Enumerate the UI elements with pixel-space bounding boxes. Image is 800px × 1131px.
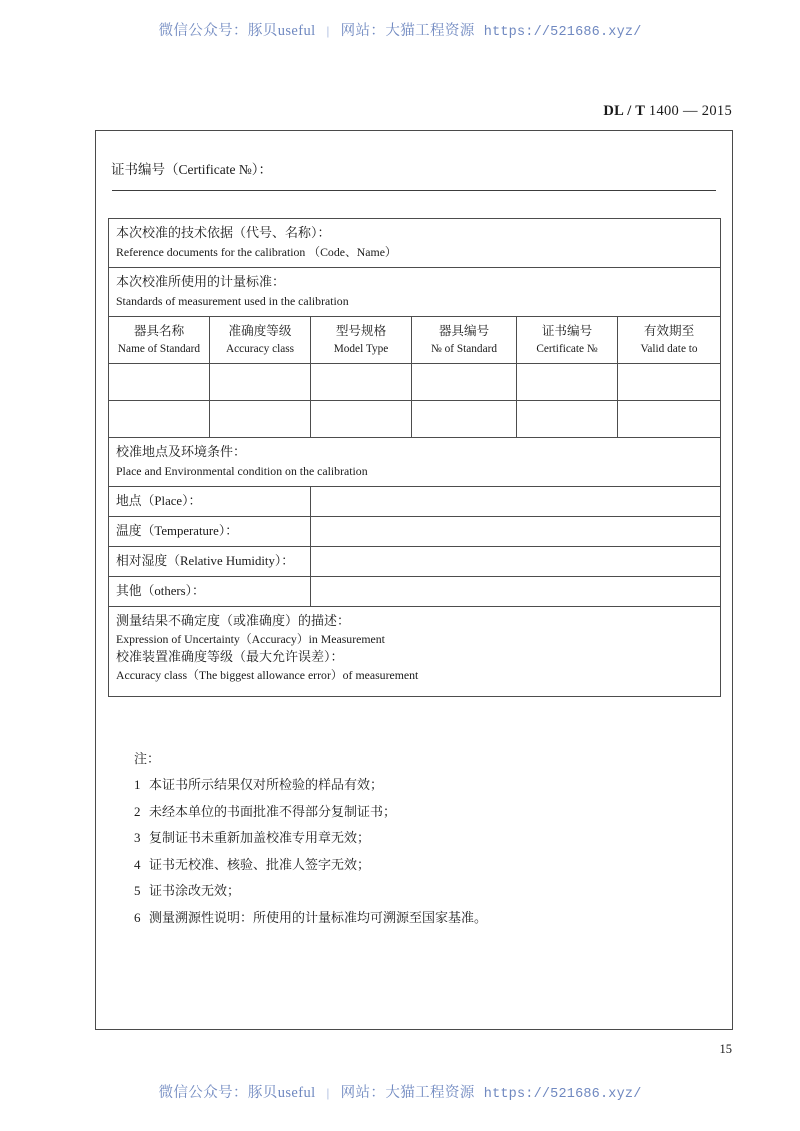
column-header-name-of-standard-cn: 器具名称 xyxy=(133,324,185,339)
notes-section xyxy=(134,752,694,937)
cell-name-of-standard[interactable] xyxy=(109,400,210,437)
certificate-number-rule xyxy=(112,190,716,191)
note-text: 证书无校准、核验、批准人签字无效； xyxy=(149,856,371,872)
environment-row-others xyxy=(109,576,721,606)
table-row[interactable] xyxy=(109,400,721,437)
watermark-site-label: 网站：大猫工程资源 xyxy=(340,23,475,39)
note-text: 复制证书未重新加盖校准专用章无效； xyxy=(149,830,371,845)
reference-documents-row xyxy=(109,219,721,268)
label-place: 地点（Place）： xyxy=(109,486,311,516)
column-header-name-of-standard-en: Name of Standard xyxy=(117,343,201,356)
watermark-top xyxy=(0,19,800,40)
reference-documents-cn: 本次校准的技术依据（代号、名称）： xyxy=(116,225,331,240)
environment-header-cell xyxy=(109,437,721,486)
value-temperature[interactable] xyxy=(311,516,721,546)
value-relative-humidity[interactable] xyxy=(311,546,721,576)
standards-table-header-row xyxy=(109,316,721,363)
standards-used-cn: 本次校准所使用的计量标准： xyxy=(116,273,286,289)
uncertainty-line-1: 测量结果不确定度（或准确度）的描述： xyxy=(116,612,351,628)
column-header-number-of-standard xyxy=(412,316,517,363)
column-header-accuracy-class xyxy=(210,316,311,363)
column-header-model-type xyxy=(311,316,412,363)
list-item xyxy=(134,911,694,924)
uncertainty-line-2: Expression of Uncertainty（Accuracy）in Measurement xyxy=(116,631,385,646)
column-header-name-of-standard xyxy=(109,316,210,363)
cell-model-type[interactable] xyxy=(311,363,412,400)
note-text: 未经本单位的书面批准不得部分复制证书； xyxy=(149,803,397,819)
environment-row-temperature xyxy=(109,516,721,546)
column-header-valid-date-to xyxy=(618,316,721,363)
label-others: 其他（others）： xyxy=(109,576,311,606)
note-text: 测量溯源性说明：所使用的计量标准均可溯源至国家基准。 xyxy=(149,909,488,925)
cell-accuracy-class[interactable] xyxy=(210,400,311,437)
environment-header-cn: 校准地点及环境条件： xyxy=(116,443,247,459)
standard-number: 1400 xyxy=(648,103,680,119)
environment-header-row xyxy=(109,437,721,486)
watermark-separator: | xyxy=(326,23,330,38)
column-header-accuracy-class-en: Accuracy class xyxy=(225,343,295,356)
list-item xyxy=(134,805,694,818)
column-header-model-type-en: Model Type xyxy=(333,343,389,356)
column-header-number-of-standard-en: № of Standard xyxy=(431,343,497,356)
standard-prefix: DL / T xyxy=(603,103,645,119)
column-header-certificate-number xyxy=(517,316,618,363)
page-number: 15 xyxy=(719,1042,732,1056)
note-number: 2 xyxy=(134,803,141,819)
uncertainty-line-3: 校准装置准确度等级（最大允许误差）： xyxy=(116,648,344,664)
value-others[interactable] xyxy=(311,576,721,606)
table-row[interactable] xyxy=(109,363,721,400)
reference-documents-cell xyxy=(109,219,721,268)
watermark-wechat-label: 微信公众号：豚贝useful xyxy=(158,1085,316,1101)
cell-model-type[interactable] xyxy=(311,400,412,437)
list-item xyxy=(134,778,694,791)
note-number: 3 xyxy=(134,830,141,845)
note-number: 5 xyxy=(134,883,141,898)
uncertainty-line-4: Accuracy class（The biggest allowance error）of measurement xyxy=(116,667,419,682)
list-item xyxy=(134,884,694,897)
standard-dash: — xyxy=(683,103,698,119)
uncertainty-cell xyxy=(109,606,721,696)
note-text: 本证书所示结果仅对所检验的样品有效； xyxy=(149,777,384,792)
environment-header-en: Place and Environmental condition on the calibration xyxy=(116,463,368,478)
watermark-url: https://521686.xyz/ xyxy=(483,1087,642,1102)
watermark-url: https://521686.xyz/ xyxy=(483,25,642,40)
reference-documents-en: Reference documents for the calibration （Code、Name） xyxy=(116,244,397,259)
certificate-number-label: 证书编号（Certificate №）： xyxy=(111,162,272,177)
standard-number-header xyxy=(603,103,732,120)
cell-certificate-number[interactable] xyxy=(517,363,618,400)
column-header-accuracy-class-cn: 准确度等级 xyxy=(228,324,292,339)
column-header-valid-date-to-en: Valid date to xyxy=(640,343,698,356)
environment-row-place xyxy=(109,486,721,516)
cell-valid-date-to[interactable] xyxy=(618,363,721,400)
column-header-model-type-cn: 型号规格 xyxy=(335,324,387,339)
label-relative-humidity: 相对湿度（Relative Humidity）： xyxy=(109,546,311,576)
note-text: 证书涂改无效； xyxy=(149,883,241,898)
cell-name-of-standard[interactable] xyxy=(109,363,210,400)
label-temperature: 温度（Temperature）： xyxy=(109,516,311,546)
column-header-certificate-number-en: Certificate № xyxy=(536,343,598,356)
note-number: 6 xyxy=(134,909,141,925)
cell-number-of-standard[interactable] xyxy=(412,363,517,400)
watermark-separator: | xyxy=(326,1085,330,1100)
standard-year: 2015 xyxy=(701,103,732,119)
value-place[interactable] xyxy=(311,486,721,516)
environment-row-relative-humidity xyxy=(109,546,721,576)
cell-number-of-standard[interactable] xyxy=(412,400,517,437)
column-header-number-of-standard-cn: 器具编号 xyxy=(438,324,490,339)
note-number: 4 xyxy=(134,856,141,872)
watermark-bottom xyxy=(0,1081,800,1102)
uncertainty-row xyxy=(109,606,721,696)
watermark-site-label: 网站：大猫工程资源 xyxy=(340,1085,475,1101)
standards-used-en: Standards of measurement used in the calibration xyxy=(116,293,349,308)
list-item xyxy=(134,831,694,844)
cell-certificate-number[interactable] xyxy=(517,400,618,437)
note-number: 1 xyxy=(134,777,141,792)
cell-valid-date-to[interactable] xyxy=(618,400,721,437)
column-header-certificate-number-cn: 证书编号 xyxy=(541,324,593,339)
standards-used-row xyxy=(109,267,721,316)
notes-title: 注： xyxy=(134,751,161,766)
list-item xyxy=(134,858,694,871)
cell-accuracy-class[interactable] xyxy=(210,363,311,400)
calibration-form-table xyxy=(108,218,721,697)
column-header-valid-date-to-cn: 有效期至 xyxy=(643,324,695,339)
watermark-wechat-label: 微信公众号：豚贝useful xyxy=(158,23,316,39)
standards-used-cell xyxy=(109,267,721,316)
